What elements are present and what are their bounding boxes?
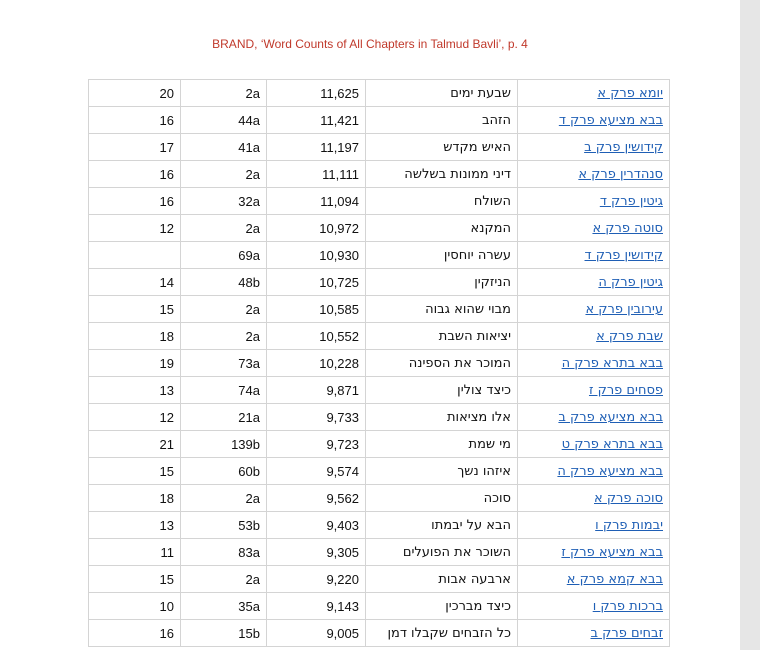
table-row [89,215,670,242]
chapter-title-cell: כיצד מברכין [366,593,518,620]
table-row [89,377,670,404]
chapter-title-cell: מי שמת [366,431,518,458]
chapter-link[interactable]: פסחים פרק ז [588,382,663,398]
viewer-background-strip [740,0,760,650]
word-count-cell: 9,305 [267,539,366,566]
chapter-link-cell [518,134,670,161]
word-count-cell: 11,625 [267,80,366,107]
chapter-count-cell: 10 [89,593,181,620]
start-page-cell: 69a [181,242,267,269]
start-page-cell: 21a [181,404,267,431]
chapter-link[interactable]: בבא קמא פרק א [566,571,663,587]
table-row [89,620,670,647]
word-count-cell: 9,562 [267,485,366,512]
table-row [89,458,670,485]
word-count-cell: 9,220 [267,566,366,593]
start-page-cell: 83a [181,539,267,566]
chapter-title-cell: שבעת ימים [366,80,518,107]
chapter-link[interactable]: קידושין פרק ד [584,247,663,263]
word-count-cell: 9,143 [267,593,366,620]
chapter-title-cell: כיצד צולין [366,377,518,404]
word-count-cell: 11,421 [267,107,366,134]
chapter-link[interactable]: גיטין פרק ה [598,274,663,290]
chapter-link-cell [518,242,670,269]
chapter-link-cell [518,377,670,404]
chapter-link-cell [518,512,670,539]
chapter-link[interactable]: שבת פרק א [596,328,663,344]
word-count-cell: 11,197 [267,134,366,161]
chapter-count-cell: 15 [89,296,181,323]
start-page-cell: 60b [181,458,267,485]
chapter-link-cell [518,458,670,485]
chapter-title-cell: כל הזבחים שקבלו דמן [366,620,518,647]
chapter-title-cell: השולח [366,188,518,215]
table-row [89,107,670,134]
chapter-link-cell [518,80,670,107]
chapter-title-cell: הניזקין [366,269,518,296]
chapter-link[interactable]: סוכה פרק א [594,490,663,506]
chapter-count-cell: 16 [89,620,181,647]
table-row [89,485,670,512]
chapter-title-cell: המקנא [366,215,518,242]
chapter-link-cell [518,593,670,620]
word-count-cell: 10,930 [267,242,366,269]
chapter-link[interactable]: בבא בתרא פרק ט [561,436,663,452]
chapter-count-cell: 17 [89,134,181,161]
start-page-cell: 44a [181,107,267,134]
start-page-cell: 48b [181,269,267,296]
chapter-count-cell: 15 [89,566,181,593]
chapter-title-cell: סוכה [366,485,518,512]
chapter-count-cell: 13 [89,377,181,404]
chapter-title-cell: אלו מציאות [366,404,518,431]
table-row [89,539,670,566]
chapter-link[interactable]: קידושין פרק ב [584,139,663,155]
start-page-cell: 41a [181,134,267,161]
start-page-cell: 2a [181,323,267,350]
chapter-link-cell [518,350,670,377]
start-page-cell: 73a [181,350,267,377]
word-count-cell: 10,725 [267,269,366,296]
word-count-cell: 11,094 [267,188,366,215]
start-page-cell: 2a [181,161,267,188]
start-page-cell: 2a [181,80,267,107]
chapter-title-cell: הבא על יבמתו [366,512,518,539]
chapter-count-cell: 12 [89,215,181,242]
chapter-count-cell: 11 [89,539,181,566]
chapter-link-cell [518,296,670,323]
word-count-cell: 11,111 [267,161,366,188]
chapter-title-cell: ארבעה אבות [366,566,518,593]
start-page-cell: 2a [181,566,267,593]
chapter-link-cell [518,404,670,431]
chapter-count-cell: 19 [89,350,181,377]
table-row [89,431,670,458]
start-page-cell: 139b [181,431,267,458]
table-row [89,593,670,620]
chapter-link-cell [518,485,670,512]
word-count-cell: 9,733 [267,404,366,431]
chapter-link[interactable]: עירובין פרק א [585,301,663,317]
chapter-count-cell: 16 [89,107,181,134]
table-row [89,296,670,323]
chapter-count-cell: 14 [89,269,181,296]
page-header: BRAND, ‘Word Counts of All Chapters in Talmud Bavli’, p. 4 [212,37,528,51]
chapter-title-cell: איזהו נשך [366,458,518,485]
table-row [89,350,670,377]
chapter-count-cell: 15 [89,458,181,485]
word-count-cell: 10,585 [267,296,366,323]
chapter-link[interactable]: בבא מציעא פרק ד [558,112,663,128]
chapter-link[interactable]: בבא מציעא פרק ז [561,544,663,560]
chapter-count-cell: 18 [89,323,181,350]
chapter-title-cell: עשרה יוחסין [366,242,518,269]
chapter-count-cell: 18 [89,485,181,512]
chapter-link-cell [518,539,670,566]
chapter-link-cell [518,269,670,296]
chapter-title-cell: המוכר את הספינה [366,350,518,377]
chapter-link[interactable]: בבא מציעא פרק ה [557,463,663,479]
table-row [89,404,670,431]
word-count-cell: 10,972 [267,215,366,242]
start-page-cell: 53b [181,512,267,539]
chapter-link[interactable]: בבא בתרא פרק ה [561,355,663,371]
start-page-cell: 2a [181,215,267,242]
chapter-title-cell: האיש מקדש [366,134,518,161]
word-count-cell: 9,403 [267,512,366,539]
chapter-link-cell [518,323,670,350]
word-count-table [88,79,670,647]
word-count-cell: 9,005 [267,620,366,647]
chapter-title-cell: השוכר את הפועלים [366,539,518,566]
chapter-link[interactable]: גיטין פרק ד [599,193,663,209]
table-row [89,269,670,296]
start-page-cell: 74a [181,377,267,404]
chapter-link-cell [518,566,670,593]
chapter-link[interactable]: בבא מציעא פרק ב [558,409,663,425]
table-row [89,323,670,350]
word-count-cell: 9,871 [267,377,366,404]
chapter-link-cell [518,620,670,647]
chapter-title-cell: דיני ממונות בשלשה [366,161,518,188]
start-page-cell: 15b [181,620,267,647]
start-page-cell: 32a [181,188,267,215]
table-row [89,188,670,215]
chapter-link-cell [518,161,670,188]
chapter-link-cell [518,431,670,458]
table-row [89,161,670,188]
chapter-count-cell: 12 [89,404,181,431]
chapter-link[interactable]: יומא פרק א [597,85,663,101]
chapter-link-cell [518,107,670,134]
chapter-link[interactable]: יבמות פרק ו [595,517,663,533]
table-row [89,134,670,161]
table-row [89,512,670,539]
chapter-link[interactable]: זבחים פרק ב [590,625,663,641]
word-count-cell: 9,723 [267,431,366,458]
chapter-count-cell: 16 [89,161,181,188]
table-row [89,242,670,269]
chapter-title-cell: הזהב [366,107,518,134]
chapter-count-cell: 21 [89,431,181,458]
start-page-cell: 2a [181,296,267,323]
chapter-count-cell: 13 [89,512,181,539]
chapter-link-cell [518,188,670,215]
word-count-cell: 10,552 [267,323,366,350]
chapter-count-cell: 20 [89,80,181,107]
start-page-cell: 2a [181,485,267,512]
chapter-link[interactable]: סנהדרין פרק א [578,166,663,182]
word-count-cell: 10,228 [267,350,366,377]
chapter-title-cell: מבוי שהוא גבוה [366,296,518,323]
chapter-link-cell [518,215,670,242]
chapter-count-cell: 16 [89,188,181,215]
chapter-link[interactable]: סוטה פרק א [592,220,663,236]
chapter-count-cell [89,242,181,269]
table-row [89,80,670,107]
chapter-link[interactable]: ברכות פרק ו [592,598,663,614]
chapter-title-cell: יציאות השבת [366,323,518,350]
start-page-cell: 35a [181,593,267,620]
table-row [89,566,670,593]
word-count-cell: 9,574 [267,458,366,485]
